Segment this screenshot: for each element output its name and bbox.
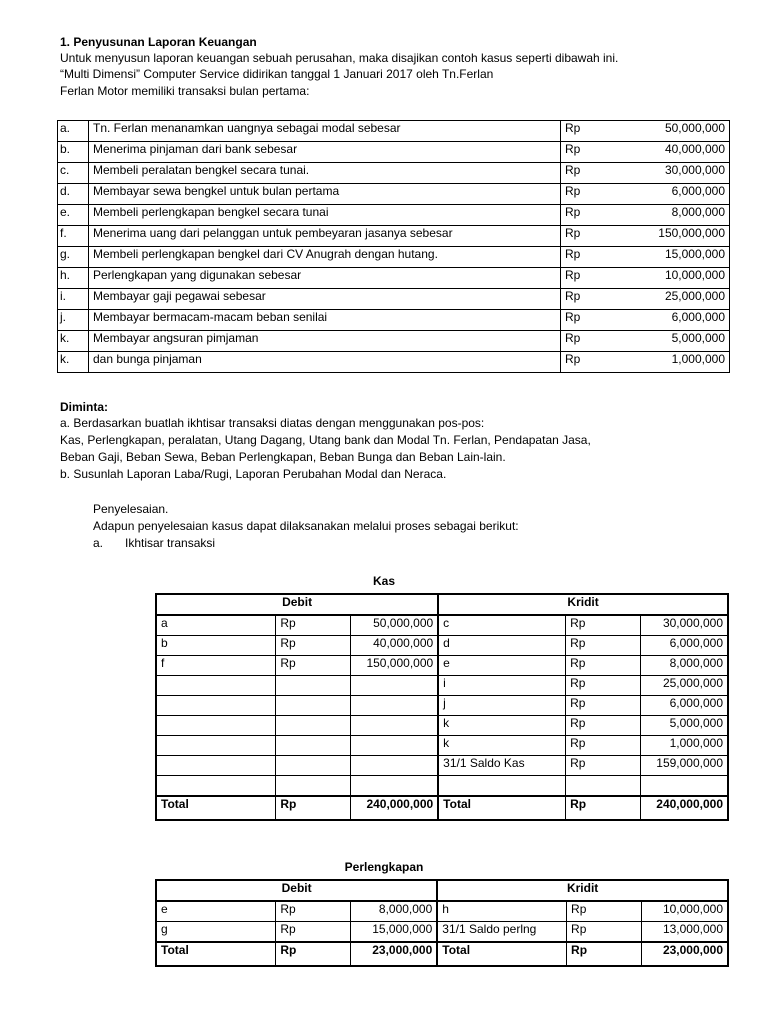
- transaction-currency: Rp: [561, 184, 624, 205]
- transaction-row: [58, 268, 730, 289]
- ledger-row: [156, 676, 728, 696]
- debit-ref: f: [156, 656, 276, 676]
- transaction-description: Membayar sewa bengkel untuk bulan pertama: [89, 184, 561, 205]
- ledger-row: [156, 736, 728, 756]
- ledger-row: [156, 636, 728, 656]
- debit-ref: [156, 776, 276, 797]
- perlengkapan-ledger: [155, 879, 729, 967]
- kredit-amount: 10,000,000: [641, 901, 728, 922]
- ledger-row: [156, 696, 728, 716]
- debit-currency: Rp: [276, 796, 351, 820]
- kredit-currency: Rp: [566, 656, 641, 676]
- ledger-row: [156, 901, 728, 922]
- transaction-letter: i.: [58, 289, 89, 310]
- transaction-description: Tn. Ferlan menanamkan uangnya sebagai modal sebesar: [89, 121, 561, 142]
- perlengkapan-debit-header: Debit: [156, 880, 437, 901]
- perlengkapan-kredit-header: Kridit: [437, 880, 728, 901]
- transaction-currency: Rp: [561, 163, 624, 184]
- transaction-letter: d.: [58, 184, 89, 205]
- transaction-row: [58, 142, 730, 163]
- transaction-letter: e.: [58, 205, 89, 226]
- debit-ref: [156, 736, 276, 756]
- transaction-description: Menerima pinjaman dari bank sebesar: [89, 142, 561, 163]
- transaction-description: dan bunga pinjaman: [89, 352, 561, 373]
- kredit-ref: 31/1 Saldo Kas: [438, 756, 565, 776]
- transaction-amount: 15,000,000: [623, 247, 730, 268]
- debit-currency: [276, 776, 351, 797]
- debit-ref: [156, 676, 276, 696]
- transaction-letter: j.: [58, 310, 89, 331]
- kredit-currency: Rp: [567, 901, 642, 922]
- debit-ref: a: [156, 615, 276, 636]
- penyelesaian-title: Penyelesaian.: [93, 502, 169, 516]
- debit-amount: [351, 696, 439, 716]
- diminta-a-line-2: Kas, Perlengkapan, peralatan, Utang Dagang, Utang bank dan Modal Tn. Ferlan, Pendapatan Jasa,: [60, 433, 591, 447]
- transaction-amount: 5,000,000: [623, 331, 730, 352]
- diminta-b-line: b. Susunlah Laporan Laba/Rugi, Laporan Perubahan Modal dan Neraca.: [60, 467, 447, 481]
- kredit-amount: 8,000,000: [640, 656, 728, 676]
- transaction-amount: 10,000,000: [623, 268, 730, 289]
- transaction-letter: c.: [58, 163, 89, 184]
- debit-ref: [156, 696, 276, 716]
- kredit-currency: Rp: [567, 942, 642, 966]
- transaction-letter: h.: [58, 268, 89, 289]
- ledger-total-row: [156, 942, 728, 966]
- kredit-currency: Rp: [566, 716, 641, 736]
- kredit-amount: 13,000,000: [641, 922, 728, 943]
- kredit-currency: Rp: [566, 696, 641, 716]
- intro-line-3: Ferlan Motor memiliki transaksi bulan pertama:: [60, 84, 310, 98]
- kredit-amount: 1,000,000: [640, 736, 728, 756]
- transaction-description: Membayar gaji pegawai sebesar: [89, 289, 561, 310]
- kredit-ref: i: [438, 676, 565, 696]
- diminta-a-line-3: Beban Gaji, Beban Sewa, Beban Perlengkapan, Beban Bunga dan Beban Lain-lain.: [60, 450, 506, 464]
- penyelesaian-item-letter: a.: [93, 536, 104, 550]
- kredit-amount: 23,000,000: [641, 942, 728, 966]
- transaction-amount: 25,000,000: [623, 289, 730, 310]
- intro-line-2: “Multi Dimensi” Computer Service didirikan tanggal 1 Januari 2017 oleh Tn.Ferlan: [60, 67, 494, 81]
- transaction-row: [58, 226, 730, 247]
- section-heading: 1. Penyusunan Laporan Keuangan: [60, 35, 257, 49]
- debit-currency: [276, 676, 351, 696]
- transaction-amount: 8,000,000: [623, 205, 730, 226]
- kredit-amount: 6,000,000: [640, 636, 728, 656]
- transactions-table: [57, 120, 730, 373]
- transaction-amount: 150,000,000: [623, 226, 730, 247]
- debit-ref: g: [156, 922, 276, 943]
- kredit-currency: Rp: [566, 736, 641, 756]
- diminta-a-line-1: a. Berdasarkan buatlah ikhtisar transaksi diatas dengan menggunakan pos-pos:: [60, 416, 485, 430]
- debit-amount: [351, 716, 439, 736]
- debit-currency: Rp: [276, 942, 351, 966]
- transaction-amount: 6,000,000: [623, 310, 730, 331]
- debit-amount: 150,000,000: [351, 656, 439, 676]
- debit-amount: [351, 776, 439, 797]
- kredit-currency: Rp: [566, 756, 641, 776]
- kredit-amount: 5,000,000: [640, 716, 728, 736]
- kredit-amount: 240,000,000: [640, 796, 728, 820]
- kredit-ref: c: [438, 615, 565, 636]
- debit-ref: e: [156, 901, 276, 922]
- transaction-description: Membayar angsuran pimjaman: [89, 331, 561, 352]
- transaction-currency: Rp: [561, 121, 624, 142]
- transaction-row: [58, 163, 730, 184]
- kredit-ref: Total: [438, 796, 565, 820]
- transaction-currency: Rp: [561, 268, 624, 289]
- transaction-currency: Rp: [561, 226, 624, 247]
- diminta-title: Diminta:: [60, 400, 108, 414]
- intro-line-1: Untuk menyusun laporan keuangan sebuah perusahan, maka disajikan contoh kasus seperti dibawah ini.: [60, 51, 619, 65]
- debit-amount: 23,000,000: [351, 942, 438, 966]
- kredit-currency: [566, 776, 641, 797]
- debit-currency: Rp: [276, 922, 351, 943]
- kredit-amount: 30,000,000: [640, 615, 728, 636]
- kredit-currency: Rp: [566, 636, 641, 656]
- transaction-row: [58, 247, 730, 268]
- kredit-amount: 6,000,000: [640, 696, 728, 716]
- transaction-currency: Rp: [561, 352, 624, 373]
- kredit-currency: Rp: [566, 615, 641, 636]
- debit-currency: [276, 756, 351, 776]
- kredit-amount: [640, 776, 728, 797]
- kredit-currency: Rp: [567, 922, 642, 943]
- transaction-currency: Rp: [561, 142, 624, 163]
- kas-ledger: [155, 593, 729, 821]
- kas-title: Kas: [372, 574, 395, 588]
- kredit-currency: Rp: [566, 796, 641, 820]
- transaction-description: Membeli peralatan bengkel secara tunai.: [89, 163, 561, 184]
- kredit-ref: Total: [437, 942, 566, 966]
- ledger-row: [156, 615, 728, 636]
- kas-kredit-header: Kridit: [438, 594, 728, 615]
- transaction-row: [58, 184, 730, 205]
- debit-ref: [156, 716, 276, 736]
- debit-currency: Rp: [276, 901, 351, 922]
- transaction-description: Menerima uang dari pelanggan untuk pembeyaran jasanya sebesar: [89, 226, 561, 247]
- kredit-ref: k: [438, 716, 565, 736]
- debit-amount: 50,000,000: [351, 615, 439, 636]
- perlengkapan-title: Perlengkapan: [344, 860, 424, 874]
- kredit-ref: h: [437, 901, 566, 922]
- transaction-amount: 50,000,000: [623, 121, 730, 142]
- transaction-amount: 40,000,000: [623, 142, 730, 163]
- debit-ref: Total: [156, 796, 276, 820]
- debit-amount: 8,000,000: [351, 901, 438, 922]
- transaction-letter: b.: [58, 142, 89, 163]
- kredit-ref: 31/1 Saldo perlng: [437, 922, 566, 943]
- kredit-ref: [438, 776, 565, 797]
- transaction-amount: 1,000,000: [623, 352, 730, 373]
- transaction-description: Membayar bermacam-macam beban senilai: [89, 310, 561, 331]
- debit-ref: Total: [156, 942, 276, 966]
- transaction-amount: 30,000,000: [623, 163, 730, 184]
- debit-amount: [351, 736, 439, 756]
- transaction-letter: g.: [58, 247, 89, 268]
- transaction-description: Membeli perlengkapan bengkel secara tunai: [89, 205, 561, 226]
- kredit-ref: e: [438, 656, 565, 676]
- kredit-currency: Rp: [566, 676, 641, 696]
- transaction-currency: Rp: [561, 205, 624, 226]
- debit-currency: [276, 716, 351, 736]
- ledger-total-row: [156, 796, 728, 820]
- transaction-letter: f.: [58, 226, 89, 247]
- transaction-description: Perlengkapan yang digunakan sebesar: [89, 268, 561, 289]
- transaction-row: [58, 289, 730, 310]
- kredit-amount: 25,000,000: [640, 676, 728, 696]
- debit-currency: [276, 696, 351, 716]
- transaction-currency: Rp: [561, 310, 624, 331]
- transaction-row: [58, 352, 730, 373]
- kredit-amount: 159,000,000: [640, 756, 728, 776]
- kredit-ref: j: [438, 696, 565, 716]
- penyelesaian-text: Adapun penyelesaian kasus dapat dilaksanakan melalui proses sebagai berikut:: [93, 519, 519, 533]
- debit-currency: Rp: [276, 636, 351, 656]
- transaction-letter: a.: [58, 121, 89, 142]
- transaction-description: Membeli perlengkapan bengkel dari CV Anugrah dengan hutang.: [89, 247, 561, 268]
- debit-ref: b: [156, 636, 276, 656]
- debit-amount: [351, 676, 439, 696]
- kas-debit-header: Debit: [156, 594, 438, 615]
- transaction-currency: Rp: [561, 289, 624, 310]
- transaction-row: [58, 121, 730, 142]
- debit-amount: 15,000,000: [351, 922, 438, 943]
- transaction-currency: Rp: [561, 247, 624, 268]
- transaction-row: [58, 331, 730, 352]
- kredit-ref: k: [438, 736, 565, 756]
- transaction-currency: Rp: [561, 331, 624, 352]
- ledger-row: [156, 716, 728, 736]
- debit-currency: Rp: [276, 656, 351, 676]
- ledger-row: [156, 776, 728, 797]
- debit-amount: [351, 756, 439, 776]
- transaction-letter: k.: [58, 331, 89, 352]
- transaction-letter: k.: [58, 352, 89, 373]
- ledger-row: [156, 922, 728, 943]
- ledger-row: [156, 756, 728, 776]
- transaction-row: [58, 205, 730, 226]
- debit-currency: [276, 736, 351, 756]
- ledger-row: [156, 656, 728, 676]
- kredit-ref: d: [438, 636, 565, 656]
- debit-amount: 40,000,000: [351, 636, 439, 656]
- transaction-row: [58, 310, 730, 331]
- penyelesaian-item-text: Ikhtisar transaksi: [125, 536, 216, 550]
- transaction-amount: 6,000,000: [623, 184, 730, 205]
- debit-ref: [156, 756, 276, 776]
- debit-amount: 240,000,000: [351, 796, 439, 820]
- debit-currency: Rp: [276, 615, 351, 636]
